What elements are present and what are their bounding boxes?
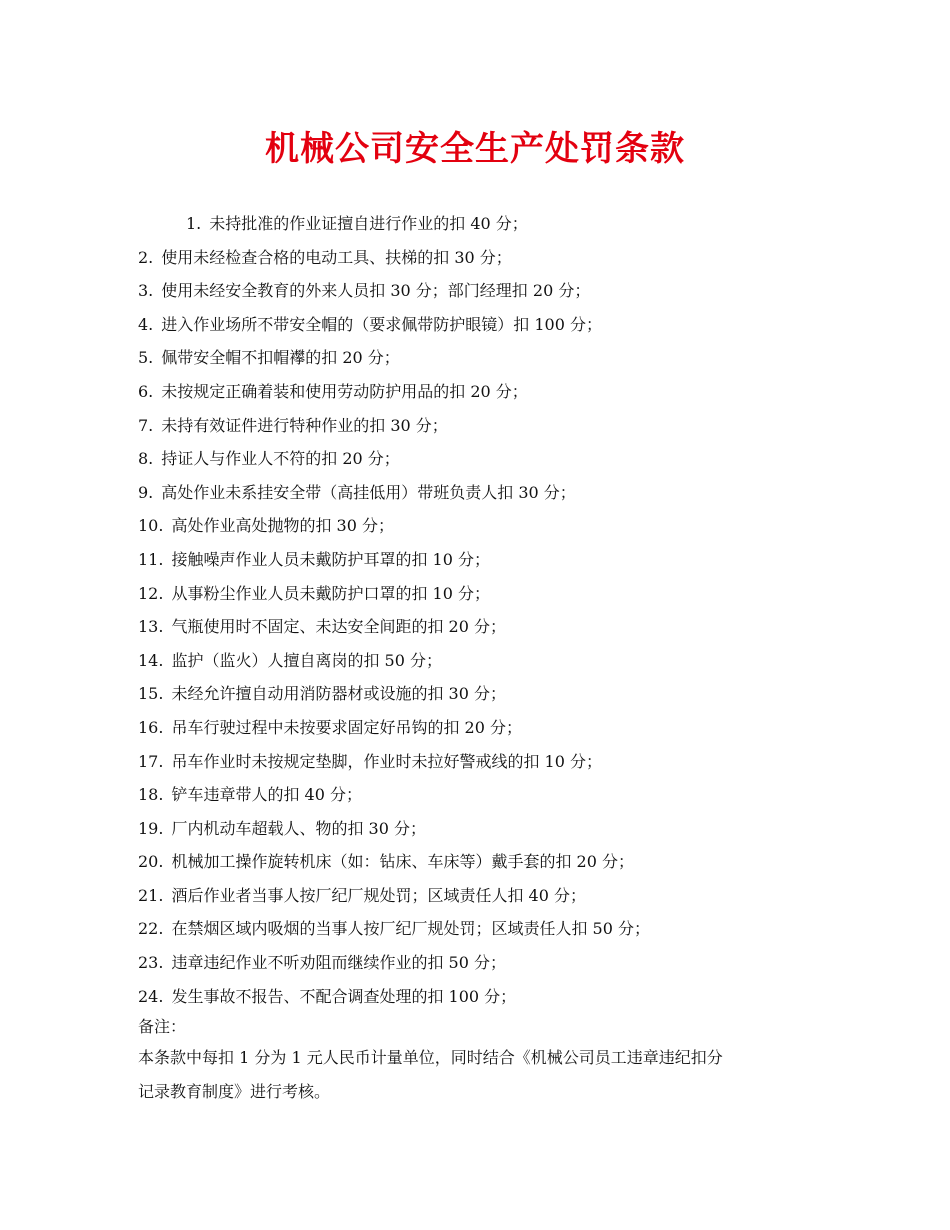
clause-item xyxy=(138,308,858,342)
clause-item xyxy=(138,644,858,678)
clause-text: 高处作业未系挂安全带（高挂低用）带班负责人扣 30 分； xyxy=(161,482,576,502)
clause-item xyxy=(138,476,858,510)
clause-number: 24. xyxy=(138,986,164,1006)
clause-list xyxy=(138,207,858,1013)
clause-item xyxy=(138,912,858,946)
clause-text: 发生事故不报告、不配合调查处理的扣 100 分； xyxy=(171,986,517,1006)
clause-item xyxy=(138,711,858,745)
clause-number: 14. xyxy=(138,650,164,670)
clause-number: 6. xyxy=(138,381,154,401)
clause-number: 1. xyxy=(186,214,202,233)
clause-number: 5. xyxy=(138,348,154,368)
clause-item xyxy=(138,946,858,980)
clause-number: 3. xyxy=(138,281,154,301)
clause-item xyxy=(138,610,858,644)
clause-number: 18. xyxy=(138,785,164,805)
clause-text: 使用未经安全教育的外来人员扣 30 分；部门经理扣 20 分； xyxy=(161,281,591,301)
page-title: 机械公司安全生产处罚条款 xyxy=(265,129,685,169)
clause-item xyxy=(138,375,858,409)
clause-number: 23. xyxy=(138,953,164,973)
clause-number: 11. xyxy=(138,549,164,569)
clause-number: 13. xyxy=(138,617,164,637)
clause-text: 未经允许擅自动用消防器材或设施的扣 30 分； xyxy=(171,684,506,704)
clause-item xyxy=(138,341,858,375)
clause-item xyxy=(138,543,858,577)
clause-item xyxy=(138,778,858,812)
clause-text: 从事粉尘作业人员未戴防护口罩的扣 10 分； xyxy=(171,583,490,603)
clause-text: 未按规定正确着装和使用劳动防护用品的扣 20 分； xyxy=(161,381,528,401)
clause-text: 未持批准的作业证擅自进行作业的扣 40 分； xyxy=(209,214,528,233)
clause-text: 监护（监火）人擅自离岗的扣 50 分； xyxy=(171,650,442,670)
clause-number: 9. xyxy=(138,482,154,502)
clause-number: 4. xyxy=(138,314,154,334)
clause-number: 8. xyxy=(138,449,154,469)
clause-text: 接触噪声作业人员未戴防护耳罩的扣 10 分； xyxy=(171,549,490,569)
clause-text: 铲车违章带人的扣 40 分； xyxy=(171,785,362,805)
clause-item xyxy=(138,812,858,846)
clause-item xyxy=(138,509,858,543)
clause-item xyxy=(138,980,858,1014)
note-line: 记录教育制度》进行考核。 xyxy=(138,1082,331,1101)
clause-text: 未持有效证件进行特种作业的扣 30 分； xyxy=(161,415,448,435)
clause-number: 20. xyxy=(138,852,164,872)
note-label: 备注： xyxy=(138,1017,187,1036)
clause-item xyxy=(138,845,858,879)
clause-text: 吊车行驶过程中未按要求固定好吊钩的扣 20 分； xyxy=(171,717,522,737)
clause-item xyxy=(138,207,858,241)
clause-text: 佩带安全帽不扣帽襻的扣 20 分； xyxy=(161,348,400,368)
clause-text: 气瓶使用时不固定、未达安全间距的扣 20 分； xyxy=(171,617,506,637)
clause-item xyxy=(138,677,858,711)
clause-item xyxy=(138,442,858,476)
clause-text: 持证人与作业人不符的扣 20 分； xyxy=(161,449,400,469)
clause-text: 机械加工操作旋转机床（如：钻床、车床等）戴手套的扣 20 分； xyxy=(171,852,634,872)
clause-number: 19. xyxy=(138,818,164,838)
clause-item xyxy=(138,274,858,308)
clause-text: 厂内机动车超载人、物的扣 30 分； xyxy=(171,818,426,838)
clause-number: 16. xyxy=(138,717,164,737)
clause-number: 22. xyxy=(138,919,164,939)
clause-number: 10. xyxy=(138,516,164,536)
clause-text: 吊车作业时未按规定垫脚，作业时未拉好警戒线的扣 10 分； xyxy=(171,751,602,771)
clause-text: 使用未经检查合格的电动工具、扶梯的扣 30 分； xyxy=(161,247,512,267)
clause-item xyxy=(138,745,858,779)
clause-text: 高处作业高处抛物的扣 30 分； xyxy=(171,516,394,536)
clause-number: 15. xyxy=(138,684,164,704)
clause-number: 12. xyxy=(138,583,164,603)
clause-number: 2. xyxy=(138,247,154,267)
clause-item xyxy=(138,409,858,443)
clause-text: 违章违纪作业不听劝阻而继续作业的扣 50 分； xyxy=(171,953,506,973)
clause-text: 进入作业场所不带安全帽的（要求佩带防护眼镜）扣 100 分； xyxy=(161,314,602,334)
clause-number: 17. xyxy=(138,751,164,771)
clause-item xyxy=(138,241,858,275)
clause-text: 在禁烟区域内吸烟的当事人按厂纪厂规处罚；区域责任人扣 50 分； xyxy=(171,919,650,939)
clause-text: 酒后作业者当事人按厂纪厂规处罚；区域责任人扣 40 分； xyxy=(171,885,586,905)
clause-item xyxy=(138,577,858,611)
clause-number: 7. xyxy=(138,415,154,435)
note-line: 本条款中每扣 1 分为 1 元人民币计量单位，同时结合《机械公司员工违章违纪扣分 xyxy=(138,1048,723,1067)
clause-item xyxy=(138,879,858,913)
note-text xyxy=(138,1041,828,1109)
clause-number: 21. xyxy=(138,885,164,905)
